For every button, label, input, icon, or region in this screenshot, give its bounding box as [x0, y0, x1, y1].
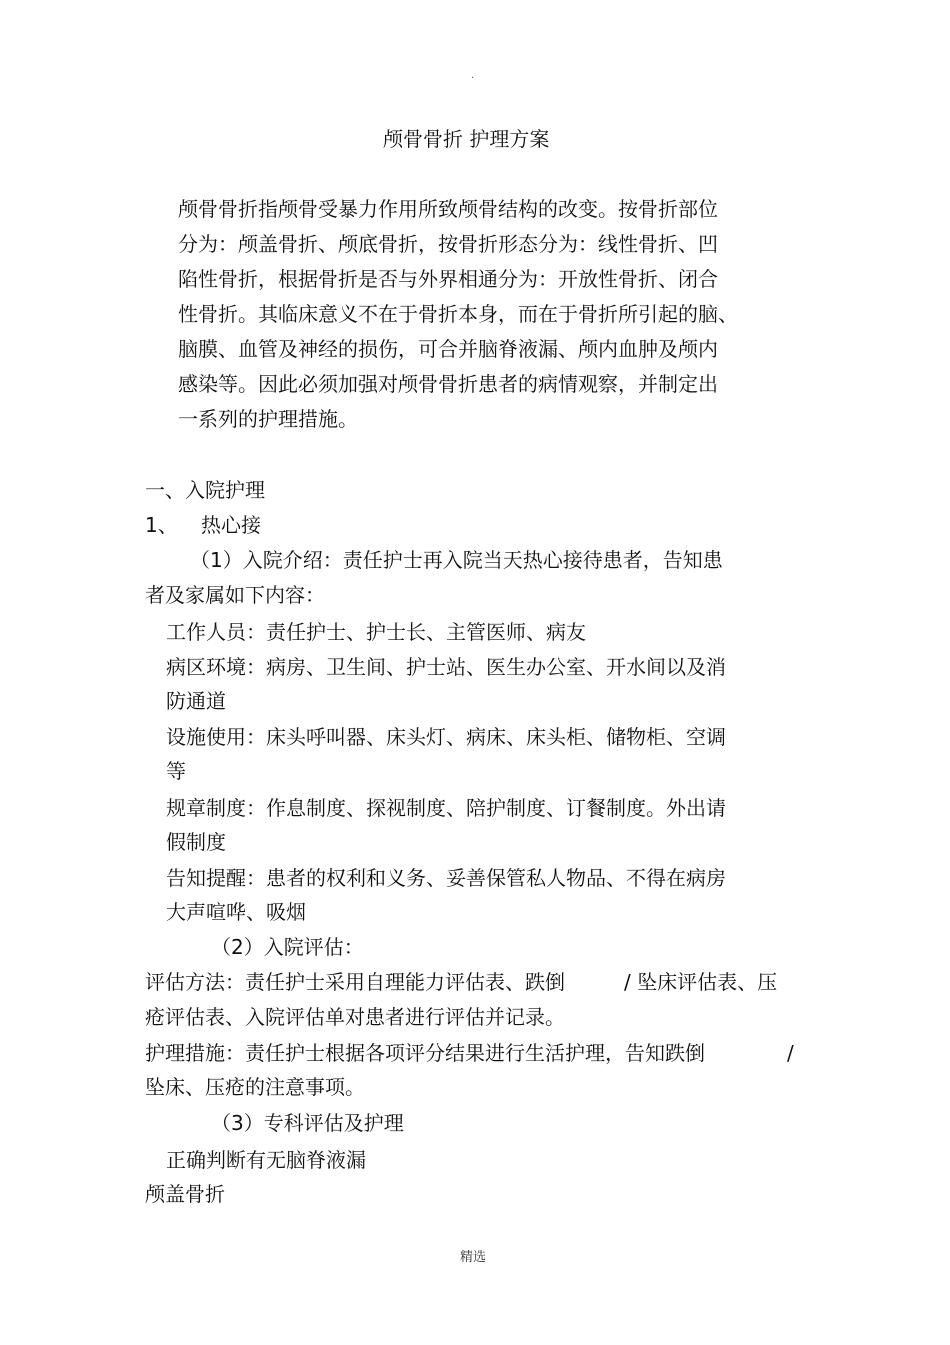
- intro-line-7: 一系列的护理措施。: [178, 407, 358, 431]
- list-item-staff: 工作人员：责任护士、护士长、主管医师、病友: [166, 620, 586, 644]
- intro-line-3: 陷性骨折，根据骨折是否与外界相通分为：开放性骨折、闭合: [178, 267, 718, 291]
- intro-line-5: 脑膜、血管及神经的损伤，可合并脑脊液漏、颅内血肿及颅内: [178, 337, 718, 361]
- list-item-notice-2: 大声喧哗、吸烟: [166, 900, 306, 924]
- assessment-method-2: 疮评估表、入院评估单对患者进行评估并记录。: [145, 1005, 565, 1029]
- list-item-rules-1: 规章制度：作息制度、探视制度、陪护制度、订餐制度。外出请: [166, 796, 726, 820]
- list-item-notice-1: 告知提醒：患者的权利和义务、妥善保管私人物品、不得在病房: [166, 866, 726, 890]
- list-item-rules-2: 假制度: [166, 830, 226, 854]
- subsection-3-line-1: 正确判断有无脑脊液漏: [166, 1148, 366, 1172]
- list-item-facility-2: 等: [166, 759, 186, 783]
- section-heading: 一、入院护理: [145, 478, 265, 502]
- subsection-2-label: （2）入院评估：: [211, 935, 364, 959]
- intro-line-2: 分为：颅盖骨折、颅底骨折，按骨折形态分为：线性骨折、凹: [178, 232, 718, 256]
- list-item-env-2: 防通道: [166, 689, 226, 713]
- item-number: 1、: [145, 513, 178, 537]
- list-item-facility-1: 设施使用：床头呼叫器、床头灯、病床、床头柜、储物柜、空调: [166, 725, 726, 749]
- header-mark: ·: [471, 73, 475, 84]
- assessment-method-1a: 评估方法：责任护士采用自理能力评估表、跌倒: [145, 970, 565, 994]
- intro-line-4: 性骨折。其临床意义不在于骨折本身，而在于骨折所引起的脑、: [178, 302, 738, 326]
- list-item-env-1: 病区环境：病房、卫生间、护士站、医生办公室、开水间以及消: [166, 655, 726, 679]
- subsection-1-cont: 者及家属如下内容：: [145, 583, 325, 607]
- page-title: 颅骨骨折 护理方案: [383, 127, 550, 151]
- page-footer: 精选: [460, 1250, 487, 1265]
- subsection-1-label: （1）入院介绍：责任护士再入院当天热心接待患者，告知患: [190, 548, 723, 572]
- intro-line-1: 颅骨骨折指颅骨受暴力作用所致颅骨结构的改变。按骨折部位: [178, 197, 718, 221]
- subsection-3-line-2: 颅盖骨折: [145, 1182, 225, 1206]
- subsection-3-label: （3）专科评估及护理: [211, 1111, 404, 1135]
- care-measure-1b: /: [787, 1041, 794, 1065]
- intro-line-6: 感染等。因此必须加强对颅骨骨折患者的病情观察，并制定出: [178, 372, 718, 396]
- assessment-method-1b: / 坠床评估表、压: [624, 970, 778, 994]
- care-measure-1a: 护理措施：责任护士根据各项评分结果进行生活护理，告知跌倒: [145, 1041, 705, 1065]
- care-measure-2: 坠床、压疮的注意事项。: [145, 1075, 365, 1099]
- item-title: 热心接: [201, 513, 261, 537]
